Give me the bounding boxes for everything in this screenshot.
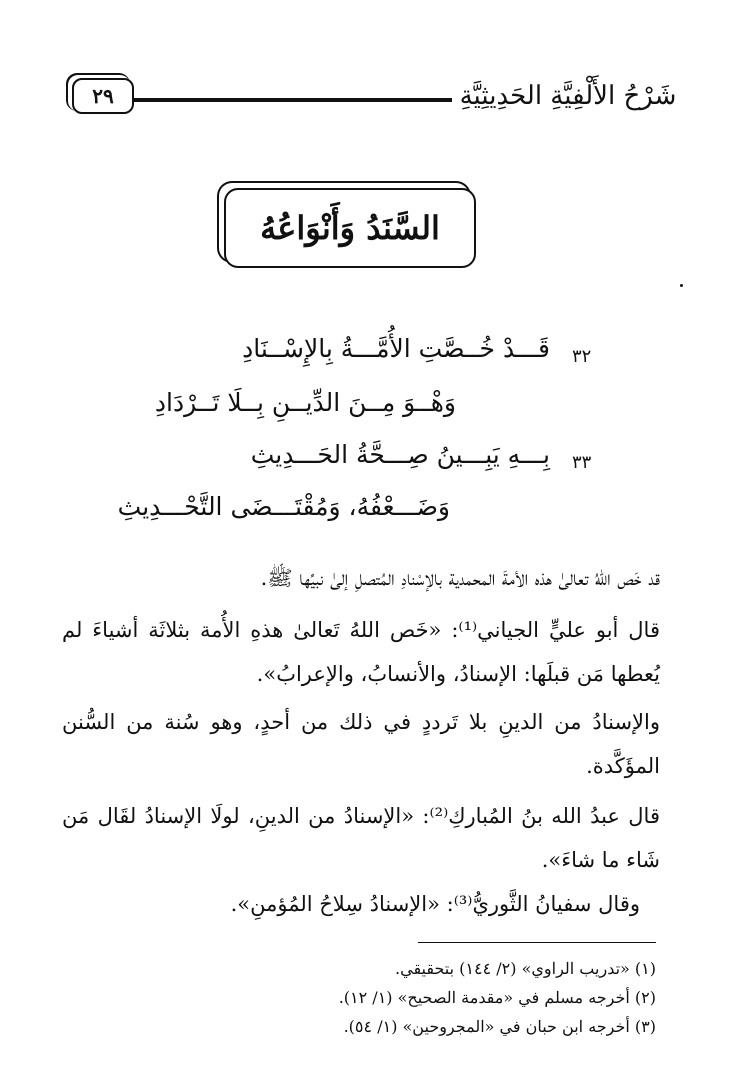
paragraph: قال عبدُ الله بنُ المُباركِ⁽²⁾: «الإسنادُ من الدينِ، لولَا الإسنادُ لقَال مَن شَاء ما شاءَ».: [62, 804, 660, 872]
footnote: (٢) أخرجه مسلم في «مقدمة الصحيح» (١/ ١٢).: [338, 988, 656, 1007]
chapter-title: السَّنَدُ وَأَنْوَاعُهُ: [260, 209, 440, 247]
page-number: ٢٩: [72, 78, 134, 114]
verse-hemistich: وَهْــوَ مِــنَ الدِّيــنِ بِــلَا تَــرْدَادِ: [154, 388, 456, 417]
footnote-rule: [418, 942, 656, 943]
verse-number: ٣٢: [572, 346, 592, 367]
paragraph: والإسنادُ من الدينِ بلا تَرددٍ في ذلك من أحدٍ، وهو سُنة من السُّنن المؤَكَّدة.: [62, 710, 660, 778]
verse-hemistich: بِـــهِ يَبِـــينُ صِـــحَّةُ الحَـــدِيثِ: [250, 440, 550, 469]
footnote: (١) «تدريب الراوي» (٢/ ١٤٤) بتحقيقي.: [395, 959, 656, 978]
header-rule: [134, 98, 452, 102]
chapter-title-frame: [224, 188, 476, 268]
paragraph: وقال سفيانُ الثَّوريُّ⁽³⁾: «الإسنادُ سِلاحُ المُؤمنِ».: [230, 892, 640, 916]
running-title: شَرْحُ الأَلْفِيَّةِ الحَدِيثِيَّةِ: [459, 81, 677, 111]
paragraph: قال أبو عليٍّ الجياني⁽¹⁾: «خَص اللهُ تَعالىٰ هذهِ الأُمة بثلاثَة أشياءَ لم يُعطها مَن قبلَها: الإسنادُ، والأنسابُ، والإعرابُ».: [62, 618, 660, 686]
verse-hemistich: قَـــدْ خُــصَّتِ الأُمَّـــةُ بِالإِسْــنَادِ: [242, 334, 550, 363]
footnote: (٣) أخرجه ابن حبان في «المجروحين» (١/ ٥٤).: [343, 1017, 656, 1036]
paragraph: قد خَص اللهُ تعالىٰ هذه الأمةَ المحمدية بالإسْنادِ المُتصلِ إلىٰ نبيِّها ﷺ.: [260, 566, 660, 590]
verse-number: ٣٣: [572, 452, 592, 473]
stray-dot: [680, 284, 683, 287]
verse-hemistich: وَضَـــعْفُهُ، وَمُقْتَـــضَى التَّحْـــدِيثِ: [117, 492, 450, 521]
